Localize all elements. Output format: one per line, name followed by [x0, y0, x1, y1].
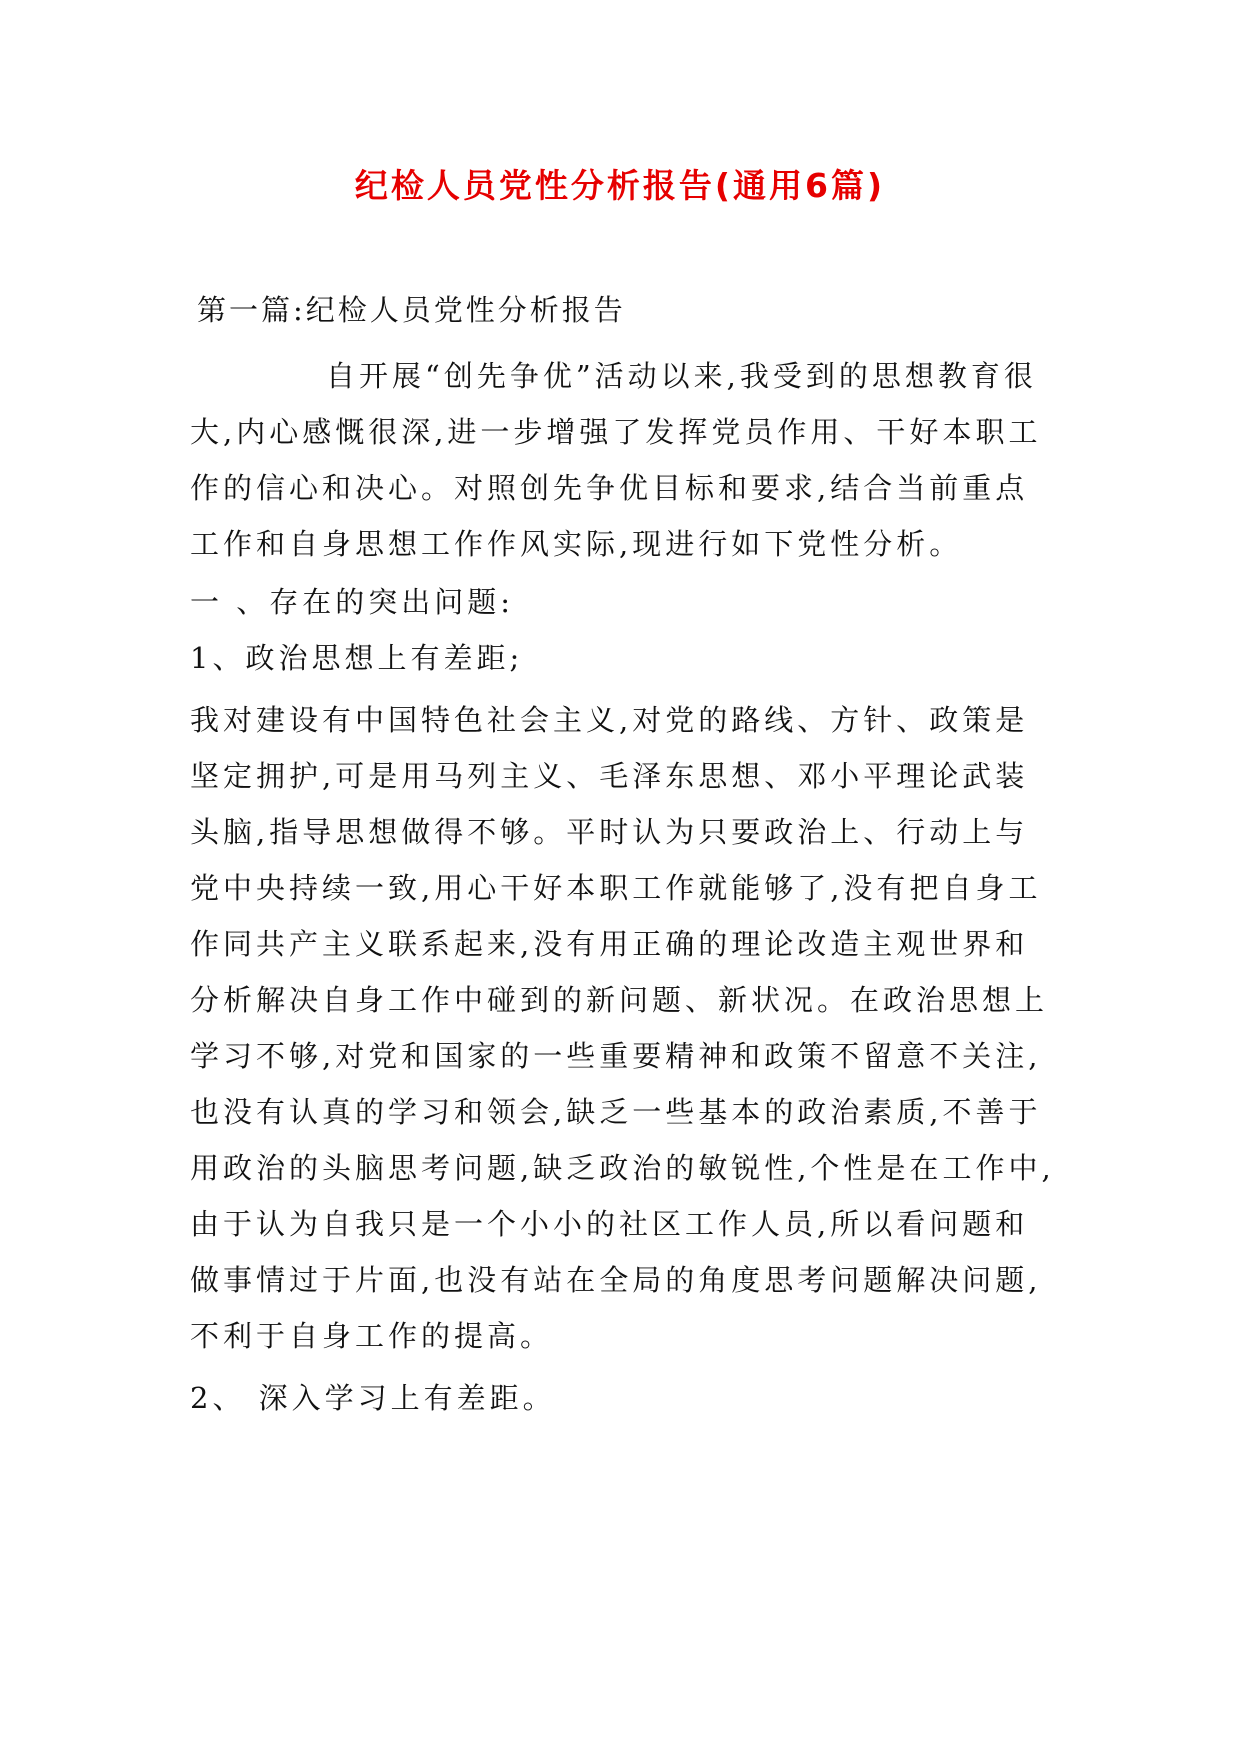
- intro-paragraph: 自开展“创先争优”活动以来,我受到的思想教育很大,内心感慨很深,进一步增强了发挥党员作用、干好本职工作的信心和决心。对照创先争优目标和要求,结合当前重点工作和自身思想工作作风实际,现进行如下党性分析。: [190, 359, 1042, 561]
- document-title: 纪检人员党性分析报告(通用6篇): [354, 166, 886, 205]
- politics-paragraph: 我对建设有中国特色社会主义,对党的路线、方针、政策是坚定拥护,可是用马列主义、毛泽东思想、邓小平理论武装头脑,指导思想做得不够。平时认为只要政治上、行动上与党中央持续一致,用心干好本职工作就能够了,没有把自身工作同共产主义联系起来,没有用正确的理论改造主观世界和分析解决自身工作中碰到的新问题、新状况。在政治思想上学习不够,对党和国家的一些重要精神和政策不留意不关注,也没有认真的学习和领会,缺乏一些基本的政治素质,不善于用政治的头脑思考问题,缺乏政治的敏锐性,个性是在工作中,由于认为自我只是一个小小的社区工作人员,所以看问题和做事情过于片面,也没有站在全局的角度思考问题解决问题,不利于自身工作的提高。: [190, 703, 1055, 1353]
- item-one-heading: 1、政治思想上有差距;: [190, 641, 524, 675]
- item-two-heading: 2、 深入学习上有差距。: [190, 1381, 556, 1415]
- section-heading: 第一篇:纪检人员党性分析报告: [197, 293, 626, 327]
- section-one-heading: 一 、存在的突出问题:: [190, 585, 514, 619]
